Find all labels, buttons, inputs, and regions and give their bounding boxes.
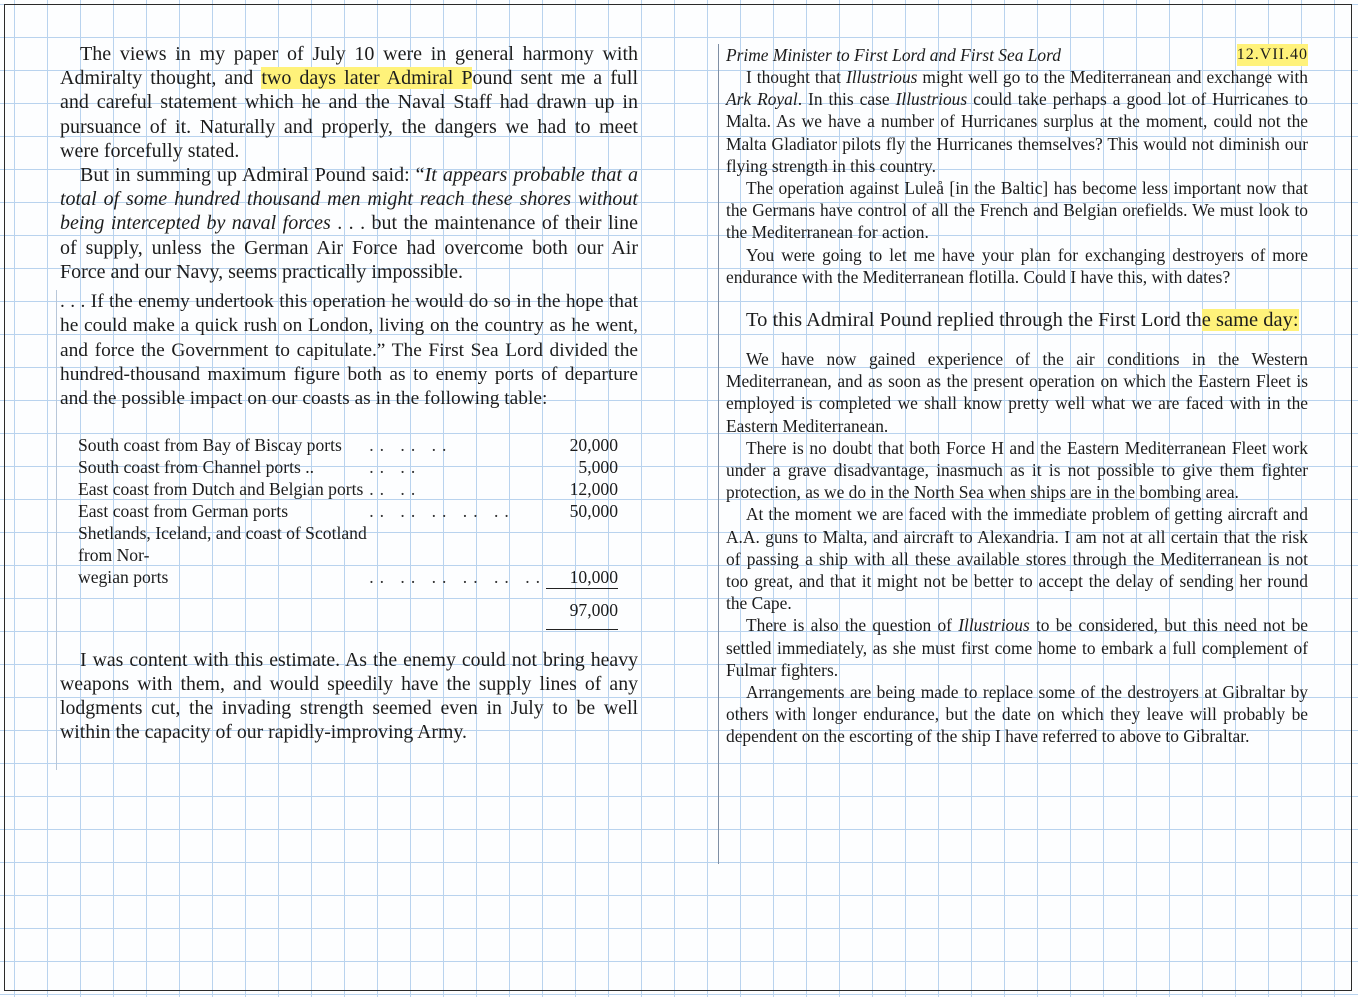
left-column — [60, 42, 638, 745]
table-row — [78, 522, 618, 566]
table-total-row — [78, 588, 618, 629]
table-cell-label: East coast from German ports — [78, 500, 289, 521]
text: I thought that — [746, 67, 846, 87]
reply-paragraph-1: We have now gained experience of the air conditions in the Western Mediterranean, and as soon as the present operation on which the Eastern Fleet is employed is completed we shall know pretty well what we are faced with in the Eastern Mediterranean. — [726, 349, 1308, 436]
ship-name: Illustrious — [895, 89, 968, 110]
table-cell-label: South coast from Bay of Biscay ports — [78, 434, 342, 455]
ship-name: Illustrious — [958, 615, 1030, 636]
text: could take perhaps a good lot of Hurricanes to Malta. As we have a number of Hurricanes surplus at the moment, could not the Malta Gladiator pilots fly the Hurricanes themselves? This would not diminish our flying strength in this country. — [726, 89, 1308, 176]
paragraph-2 — [60, 163, 638, 284]
text: ound sent me a full and careful statement which he and the Naval Staff had drawn up in pursuance of it. Naturally and properly, the dangers we had to meet were forcefully stated. — [60, 67, 638, 162]
table-cell-value — [546, 522, 618, 566]
table-cell-leader: .. .. .. .. .. — [369, 500, 515, 521]
text: . . . but the maintenance of their line of supply, unless the German Air Force had overcome both our Air Force and our Navy, seems practically impossible. — [60, 212, 638, 283]
minute-paragraph-2: The operation against Luleå [in the Baltic] has become less important now that the Germans have control of all the French and Belgian orefields. We must look to the Mediterranean for action. — [726, 178, 1308, 243]
text: might well go to the Mediterranean and exchange with — [917, 67, 1308, 87]
left-margin-rule — [56, 290, 57, 770]
ship-name: Ark Royal — [726, 89, 798, 110]
text: to be considered, but this need not be settled immediately, as she must first come home to embark a full complement of Fulmar fighters. — [726, 615, 1308, 680]
table-row — [78, 478, 618, 500]
reply-paragraph-5: Arrangements are being made to replace some of the destroyers at Gibraltar by others with longer endurance, but the date on which they leave will probably be dependent on the escorting of the ship I have referred to above to Gibraltar. — [726, 682, 1308, 747]
table-row — [78, 434, 618, 456]
text: were in general harmony with Admiralty thought, and — [60, 43, 638, 90]
table-cell-value: 20,000 — [569, 434, 618, 455]
text: 10 — [354, 43, 375, 65]
highlight: two days later Admiral P — [261, 67, 473, 90]
text: There is also the question of — [746, 615, 959, 636]
text: To this Admiral Pound replied through the First Lord th — [746, 309, 1202, 332]
minute-paragraph-3: You were going to let me have your plan for exchanging destroyers of more endurance with the Mediterranean flotilla. Could I have this, with dates? — [726, 244, 1308, 287]
minute-title: Prime Minister to First Lord and First Sea Lord — [726, 45, 1061, 65]
minute-date: 12.VII.40 — [1237, 44, 1308, 66]
table-row — [78, 566, 618, 589]
table-cell-leader: .. .. .. — [369, 434, 453, 455]
table-cell-label: wegian ports — [78, 567, 169, 588]
table-cell-leader: .. .. — [369, 456, 422, 477]
reply-paragraph-2: There is no doubt that both Force H and the Eastern Mediterranean Fleet work under a grave disadvantage, inasmuch as it is not possible to give them fighter protection, as we do in the North Sea when ships are in the bombing area. — [726, 437, 1308, 503]
text: But in summing up Admiral Pound said: “ — [80, 164, 425, 187]
table-cell-empty — [369, 588, 546, 629]
table-row — [78, 456, 618, 478]
table-cell-label: East coast from Dutch and Belgian ports — [78, 478, 364, 499]
reply-intro — [726, 308, 1308, 332]
table-cell-leader: .. .. — [369, 478, 422, 499]
table-cell-label: South coast from Channel ports .. — [78, 456, 315, 477]
table-cell-value: 10,000 — [569, 566, 618, 587]
table-total-value: 97,000 — [546, 588, 618, 629]
column-divider — [718, 44, 719, 864]
ship-name: Illustrious — [845, 67, 918, 87]
table-cell-value: 5,000 — [578, 456, 618, 477]
text: The views in my paper of July — [80, 43, 355, 65]
text: . In this case — [797, 89, 896, 110]
table-cell-leader: .. .. .. .. .. .. — [369, 567, 546, 588]
quote-italic: It appears probable that a total of some hundred thousand men might reach these shores without being intercepted by naval forces — [60, 164, 638, 235]
table-cell-label: Shetlands, Iceland, and coast of Scotland from Nor- — [78, 522, 367, 565]
reply-paragraph-3: At the moment we are faced with the immediate problem of getting aircraft and A.A. guns to Malta, and aircraft to Alexandria. I am not at all certain that the risk of passing a ship with all these available stores through the Mediterranean is not too great, and that it might not be better to accept the delay of sending her round the Cape. — [726, 504, 1308, 614]
table-cell-value: 50,000 — [569, 500, 618, 521]
table-row — [78, 500, 618, 522]
paragraph-4: I was content with this estimate. As the enemy could not bring heavy weapons with them, and would speedily have the supply lines of any lodgments cut, the invading strength seemed even in July to be well within the capacity of our rapidly-improving Army. — [60, 648, 638, 744]
paragraph-1 — [60, 42, 638, 163]
table-cell-leader — [369, 522, 546, 566]
table-cell-value: 12,000 — [569, 478, 618, 499]
minute-paragraph-1 — [726, 66, 1308, 177]
invasion-estimate-table — [78, 434, 618, 630]
highlight: e same day: — [1201, 309, 1299, 332]
paragraph-3: . . . If the enemy undertook this operation he would do so in the hope that he could make a quick rush on London, living on the country as he went, and force the Government to capitulate.” The First Sea Lord divided the hundred-thousand maximum figure both as to enemy ports of departure and the possible impact on our coasts as in the following table: — [60, 291, 638, 410]
right-column — [726, 44, 1308, 748]
reply-paragraph-4 — [726, 614, 1308, 681]
minute-header — [726, 44, 1308, 66]
table-cell-empty — [78, 588, 369, 629]
